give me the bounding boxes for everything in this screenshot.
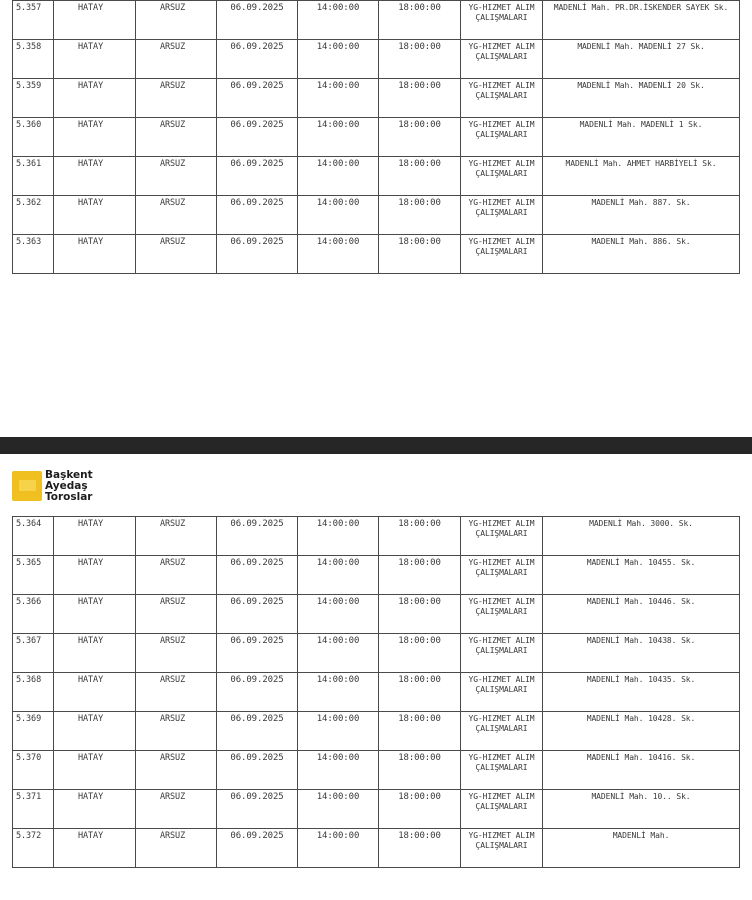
province-cell: HATAY (54, 517, 136, 556)
date-cell: 06.09.2025 (217, 118, 298, 157)
start-time-cell: 14:00:00 (298, 1, 379, 40)
start-time-cell: 14:00:00 (298, 196, 379, 235)
table-row (13, 79, 740, 118)
province-cell: HATAY (54, 634, 136, 673)
address-cell: MADENLİ Mah. 10.. Sk. (543, 790, 740, 829)
row-number-cell: 5.360 (13, 118, 54, 157)
address-cell: MADENLİ Mah. PR.DR.İSKENDER SAYEK Sk. (543, 1, 740, 40)
address-cell: MADENLİ Mah. (543, 829, 740, 868)
logo-line-1: Başkent (45, 468, 93, 481)
table-row (13, 517, 740, 556)
table-row (13, 157, 740, 196)
district-cell: ARSUZ (136, 79, 217, 118)
start-time-cell: 14:00:00 (298, 235, 379, 274)
district-cell: ARSUZ (136, 118, 217, 157)
end-time-cell: 18:00:00 (379, 829, 461, 868)
address-cell: MADENLİ Mah. 10438. Sk. (543, 634, 740, 673)
table-row (13, 556, 740, 595)
date-cell: 06.09.2025 (217, 751, 298, 790)
province-cell: HATAY (54, 40, 136, 79)
work-type-cell: YG-HIZMET ALIM ÇALIŞMALARI (461, 118, 543, 157)
work-type-cell: YG-HIZMET ALIM ÇALIŞMALARI (461, 790, 543, 829)
work-type-cell: YG-HIZMET ALIM ÇALIŞMALARI (461, 634, 543, 673)
end-time-cell: 18:00:00 (379, 517, 461, 556)
address-cell: MADENLİ Mah. 887. Sk. (543, 196, 740, 235)
address-cell: MADENLİ Mah. MADENLİ 1 Sk. (543, 118, 740, 157)
province-cell: HATAY (54, 790, 136, 829)
province-cell: HATAY (54, 751, 136, 790)
row-number-cell: 5.371 (13, 790, 54, 829)
district-cell: ARSUZ (136, 751, 217, 790)
start-time-cell: 14:00:00 (298, 673, 379, 712)
district-cell: ARSUZ (136, 157, 217, 196)
outage-table-top (12, 0, 740, 274)
province-cell: HATAY (54, 712, 136, 751)
date-cell: 06.09.2025 (217, 79, 298, 118)
table-row (13, 196, 740, 235)
date-cell: 06.09.2025 (217, 595, 298, 634)
address-cell: MADENLİ Mah. 10446. Sk. (543, 595, 740, 634)
district-cell: ARSUZ (136, 556, 217, 595)
company-logo (12, 464, 112, 508)
end-time-cell: 18:00:00 (379, 79, 461, 118)
end-time-cell: 18:00:00 (379, 751, 461, 790)
end-time-cell: 18:00:00 (379, 673, 461, 712)
row-number-cell: 5.359 (13, 79, 54, 118)
district-cell: ARSUZ (136, 790, 217, 829)
date-cell: 06.09.2025 (217, 634, 298, 673)
outage-table-bottom-body (13, 517, 740, 868)
end-time-cell: 18:00:00 (379, 235, 461, 274)
row-number-cell: 5.361 (13, 157, 54, 196)
logo-mark-icon (12, 471, 42, 501)
district-cell: ARSUZ (136, 712, 217, 751)
address-cell: MADENLİ Mah. 3000. Sk. (543, 517, 740, 556)
address-cell: MADENLİ Mah. AHMET HARBİYELİ Sk. (543, 157, 740, 196)
work-type-cell: YG-HIZMET ALIM ÇALIŞMALARI (461, 1, 543, 40)
province-cell: HATAY (54, 196, 136, 235)
date-cell: 06.09.2025 (217, 829, 298, 868)
work-type-cell: YG-HIZMET ALIM ÇALIŞMALARI (461, 157, 543, 196)
logo-line-3: Toroslar (45, 490, 93, 503)
work-type-cell: YG-HIZMET ALIM ÇALIŞMALARI (461, 40, 543, 79)
work-type-cell: YG-HIZMET ALIM ÇALIŞMALARI (461, 673, 543, 712)
row-number-cell: 5.370 (13, 751, 54, 790)
district-cell: ARSUZ (136, 634, 217, 673)
start-time-cell: 14:00:00 (298, 829, 379, 868)
work-type-cell: YG-HIZMET ALIM ÇALIŞMALARI (461, 235, 543, 274)
row-number-cell: 5.366 (13, 595, 54, 634)
end-time-cell: 18:00:00 (379, 556, 461, 595)
row-number-cell: 5.358 (13, 40, 54, 79)
row-number-cell: 5.362 (13, 196, 54, 235)
work-type-cell: YG-HIZMET ALIM ÇALIŞMALARI (461, 751, 543, 790)
province-cell: HATAY (54, 556, 136, 595)
district-cell: ARSUZ (136, 829, 217, 868)
end-time-cell: 18:00:00 (379, 40, 461, 79)
start-time-cell: 14:00:00 (298, 79, 379, 118)
end-time-cell: 18:00:00 (379, 1, 461, 40)
row-number-cell: 5.367 (13, 634, 54, 673)
start-time-cell: 14:00:00 (298, 40, 379, 79)
date-cell: 06.09.2025 (217, 157, 298, 196)
row-number-cell: 5.372 (13, 829, 54, 868)
end-time-cell: 18:00:00 (379, 196, 461, 235)
outage-table-top-body (13, 1, 740, 274)
start-time-cell: 14:00:00 (298, 712, 379, 751)
address-cell: MADENLİ Mah. MADENLİ 27 Sk. (543, 40, 740, 79)
date-cell: 06.09.2025 (217, 1, 298, 40)
end-time-cell: 18:00:00 (379, 157, 461, 196)
end-time-cell: 18:00:00 (379, 595, 461, 634)
table-row (13, 712, 740, 751)
province-cell: HATAY (54, 595, 136, 634)
district-cell: ARSUZ (136, 1, 217, 40)
table-row (13, 634, 740, 673)
date-cell: 06.09.2025 (217, 673, 298, 712)
work-type-cell: YG-HIZMET ALIM ÇALIŞMALARI (461, 712, 543, 751)
address-cell: MADENLİ Mah. 10416. Sk. (543, 751, 740, 790)
province-cell: HATAY (54, 673, 136, 712)
start-time-cell: 14:00:00 (298, 634, 379, 673)
table-row (13, 829, 740, 868)
district-cell: ARSUZ (136, 595, 217, 634)
date-cell: 06.09.2025 (217, 790, 298, 829)
start-time-cell: 14:00:00 (298, 556, 379, 595)
address-cell: MADENLİ Mah. MADENLİ 20 Sk. (543, 79, 740, 118)
start-time-cell: 14:00:00 (298, 118, 379, 157)
province-cell: HATAY (54, 118, 136, 157)
work-type-cell: YG-HIZMET ALIM ÇALIŞMALARI (461, 196, 543, 235)
date-cell: 06.09.2025 (217, 517, 298, 556)
date-cell: 06.09.2025 (217, 40, 298, 79)
start-time-cell: 14:00:00 (298, 157, 379, 196)
table-row (13, 595, 740, 634)
end-time-cell: 18:00:00 (379, 712, 461, 751)
address-cell: MADENLİ Mah. 10428. Sk. (543, 712, 740, 751)
table-row (13, 118, 740, 157)
table-row (13, 235, 740, 274)
work-type-cell: YG-HIZMET ALIM ÇALIŞMALARI (461, 829, 543, 868)
start-time-cell: 14:00:00 (298, 517, 379, 556)
district-cell: ARSUZ (136, 40, 217, 79)
province-cell: HATAY (54, 79, 136, 118)
row-number-cell: 5.365 (13, 556, 54, 595)
row-number-cell: 5.369 (13, 712, 54, 751)
district-cell: ARSUZ (136, 673, 217, 712)
work-type-cell: YG-HIZMET ALIM ÇALIŞMALARI (461, 595, 543, 634)
page-break-band (0, 437, 752, 454)
date-cell: 06.09.2025 (217, 196, 298, 235)
table-row (13, 40, 740, 79)
end-time-cell: 18:00:00 (379, 634, 461, 673)
logo-line-2: Ayedaş (45, 479, 88, 492)
work-type-cell: YG-HIZMET ALIM ÇALIŞMALARI (461, 517, 543, 556)
end-time-cell: 18:00:00 (379, 790, 461, 829)
row-number-cell: 5.357 (13, 1, 54, 40)
province-cell: HATAY (54, 1, 136, 40)
start-time-cell: 14:00:00 (298, 595, 379, 634)
province-cell: HATAY (54, 235, 136, 274)
table-row (13, 751, 740, 790)
province-cell: HATAY (54, 157, 136, 196)
work-type-cell: YG-HIZMET ALIM ÇALIŞMALARI (461, 556, 543, 595)
outage-table-bottom (12, 516, 740, 868)
table-row (13, 1, 740, 40)
table-row (13, 790, 740, 829)
date-cell: 06.09.2025 (217, 235, 298, 274)
district-cell: ARSUZ (136, 517, 217, 556)
logo-wordmark (45, 470, 93, 503)
district-cell: ARSUZ (136, 235, 217, 274)
row-number-cell: 5.364 (13, 517, 54, 556)
district-cell: ARSUZ (136, 196, 217, 235)
start-time-cell: 14:00:00 (298, 751, 379, 790)
start-time-cell: 14:00:00 (298, 790, 379, 829)
row-number-cell: 5.368 (13, 673, 54, 712)
row-number-cell: 5.363 (13, 235, 54, 274)
work-type-cell: YG-HIZMET ALIM ÇALIŞMALARI (461, 79, 543, 118)
address-cell: MADENLİ Mah. 10455. Sk. (543, 556, 740, 595)
date-cell: 06.09.2025 (217, 712, 298, 751)
province-cell: HATAY (54, 829, 136, 868)
address-cell: MADENLİ Mah. 886. Sk. (543, 235, 740, 274)
date-cell: 06.09.2025 (217, 556, 298, 595)
end-time-cell: 18:00:00 (379, 118, 461, 157)
address-cell: MADENLİ Mah. 10435. Sk. (543, 673, 740, 712)
table-row (13, 673, 740, 712)
